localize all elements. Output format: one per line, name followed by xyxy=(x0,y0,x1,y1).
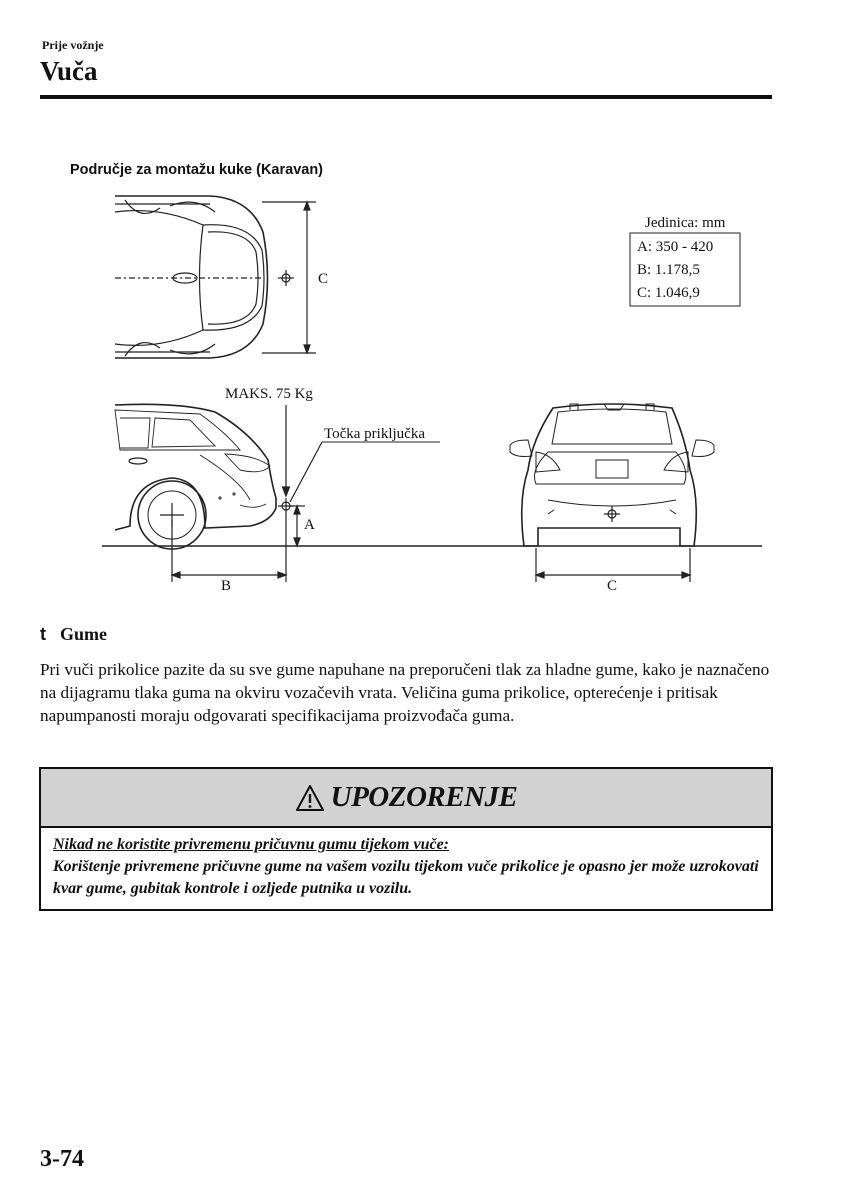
dim-b-lines xyxy=(172,514,286,582)
warning-triangle-icon xyxy=(295,784,325,812)
warning-box xyxy=(39,767,773,911)
spec-c: C: 1.046,9 xyxy=(637,285,700,301)
warning-title: UPOZORENJE xyxy=(330,781,518,813)
car-side-view xyxy=(115,404,294,549)
tires-paragraph: Pri vuči prikolice pazite da su sve gume napuhane na preporučeni tlak za hladne gume, kako je naznačeno na dijagramu tlaka guma na okviru vozačevih vrata. Veličina guma prikolice, opterećenje i pritisak napumpanosti moraju odgovarati specifikacijama proizvođača guma. xyxy=(40,660,770,725)
hitch-point-label: Točka priključka xyxy=(324,426,425,442)
car-rear-view xyxy=(510,404,714,546)
bullet-marker: t xyxy=(40,624,46,644)
max-load-label: MAKS. 75 Kg xyxy=(225,386,313,402)
warning-subheading: Nikad ne koristite privremenu pričuvnu gumu tijekom vuče: xyxy=(53,836,450,853)
spec-b: B: 1.178,5 xyxy=(637,262,700,278)
warning-body xyxy=(41,828,771,900)
dim-c-rear-label: C xyxy=(607,578,618,594)
dim-c-rear-lines xyxy=(536,548,690,582)
warning-header xyxy=(41,769,771,828)
dim-c-top-label: C xyxy=(318,271,329,287)
unit-label: Jedinica: mm xyxy=(645,215,726,231)
car-top-view xyxy=(115,196,294,358)
page-title: Vuča xyxy=(40,56,98,86)
spec-a: A: 350 - 420 xyxy=(637,239,714,255)
tires-heading-text: Gume xyxy=(60,624,107,644)
dim-b-label: B xyxy=(221,578,232,594)
page-number: 3-74 xyxy=(40,1146,84,1172)
dim-a-label: A xyxy=(304,517,315,533)
warning-text: Korištenje privremene pričuvne gume na vašem vozilu tijekom vuče prikolice je opasno jer može uzrokovati kvar gume, gubitak kontrole i ozljede putnika u vozilu. xyxy=(53,858,759,897)
diagram-caption: Područje za montažu kuke (Karavan) xyxy=(70,162,324,178)
tires-heading xyxy=(40,624,107,645)
dim-a-lines xyxy=(290,506,305,546)
section-label: Prije vožnje xyxy=(42,38,104,52)
